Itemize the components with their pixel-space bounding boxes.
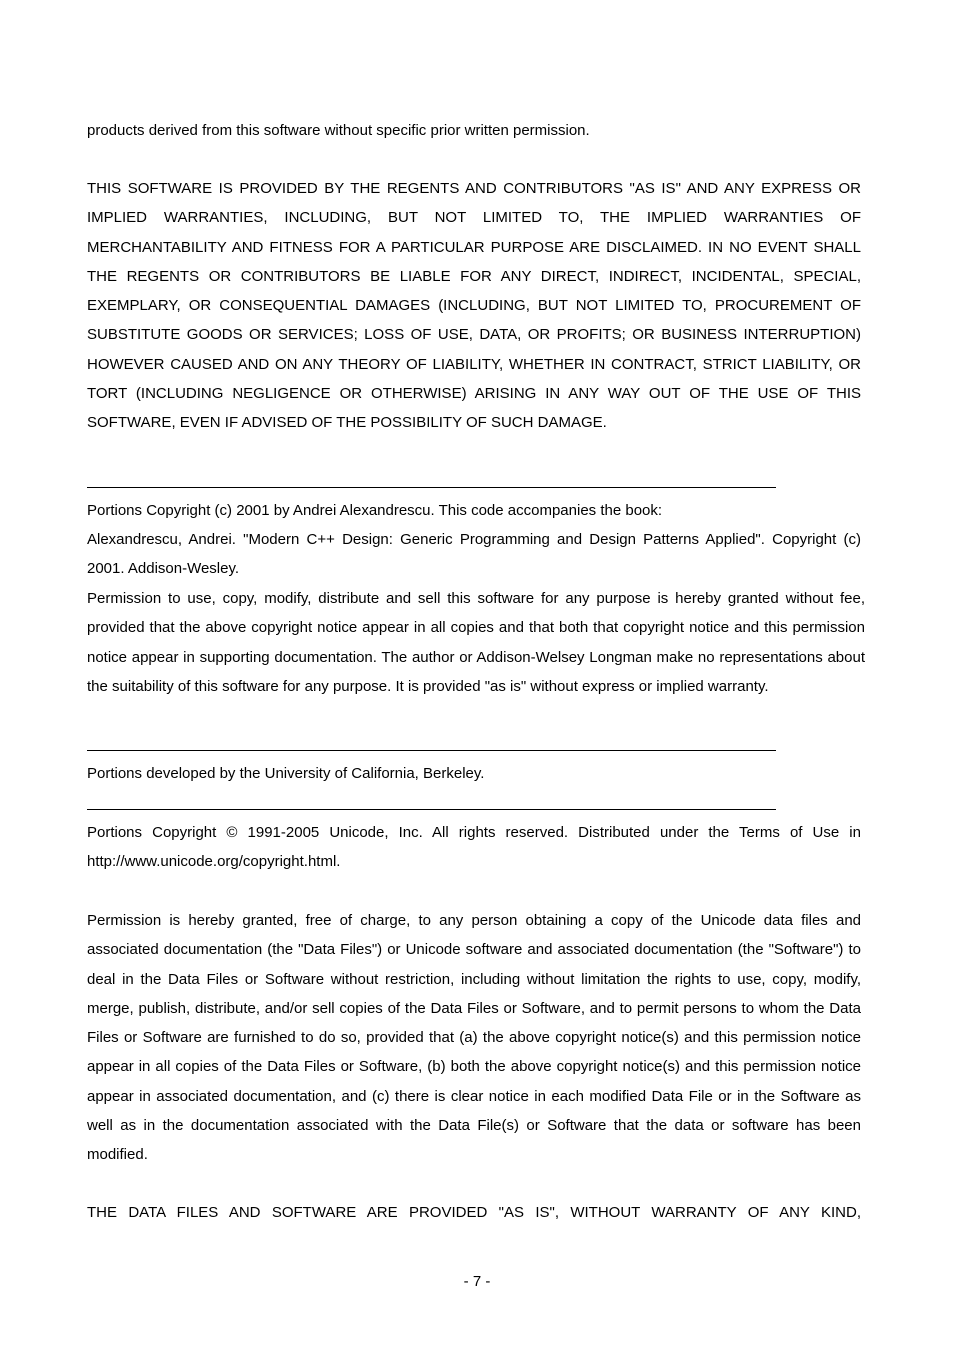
section-divider	[87, 750, 776, 751]
section-divider	[87, 487, 776, 488]
unicode-copyright: Portions Copyright © 1991-2005 Unicode, Inc. All rights reserved. Distributed under the Terms of Use in http://www.unicode.org/copyright.html.	[87, 824, 861, 871]
intro-line: products derived from this software without specific prior written permission.	[87, 122, 590, 139]
loki-copyright: Portions Copyright (c) 2001 by Andrei Alexandrescu. This code accompanies the book:	[87, 502, 663, 519]
loki-permission: Permission to use, copy, modify, distribute and sell this software for any purpose is hereby granted without fee, provided that the above copyright notice appear in all copies and that both that copyright notice and this permission notice appear in supporting documentation. The author or Addison-Welsey Longman make no representations about the suitability of this software for any purpose. It is provided "as is" without express or implied warranty.	[87, 590, 865, 695]
section-divider	[87, 809, 776, 810]
unicode-permission: Permission is hereby granted, free of charge, to any person obtaining a copy of the Unicode data files and associated documentation (the "Data Files") or Unicode software and associated documentation (the "Software") to deal in the Data Files or Software without restriction, including without limitation the rights to use, copy, modify, merge, publish, distribute, and/or sell copies of the Data Files or Software, and to permit persons to whom the Data Files or Software are furnished to do so, provided that (a) the above copyright notice(s) and this permission notice appear in all copies of the Data Files or Software, (b) both the above copyright notice(s) and this permission notice appear in associated documentation, and (c) there is clear notice in each modified Data File or in the Software as well as in the documentation associated with the Data File(s) or Software that the data or software has been modified.	[87, 912, 861, 1164]
berkeley-notice: Portions developed by the University of California, Berkeley.	[87, 765, 485, 782]
page-number: - 7 -	[463, 1273, 491, 1290]
regents-disclaimer: THIS SOFTWARE IS PROVIDED BY THE REGENTS AND CONTRIBUTORS "AS IS" AND ANY EXPRESS OR IMPLIED WARRANTIES, INCLUDING, BUT NOT LIMITED TO, THE IMPLIED WARRANTIES OF MERCHANTABILITY AND FITNESS FOR A PARTICULAR PURPOSE ARE DISCLAIMED. IN NO EVENT SHALL THE REGENTS OR CONTRIBUTORS BE LIABLE FOR ANY DIRECT, INDIRECT, INCIDENTAL, SPECIAL, EXEMPLARY, OR CONSEQUENTIAL DAMAGES (INCLUDING, BUT NOT LIMITED TO, PROCUREMENT OF SUBSTITUTE GOODS OR SERVICES; LOSS OF USE, DATA, OR PROFITS; OR BUSINESS INTERRUPTION) HOWEVER CAUSED AND ON ANY THEORY OF LIABILITY, WHETHER IN CONTRACT, STRICT LIABILITY, OR TORT (INCLUDING NEGLIGENCE OR OTHERWISE) ARISING IN ANY WAY OUT OF THE USE OF THIS SOFTWARE, EVEN IF ADVISED OF THE POSSIBILITY OF SUCH DAMAGE.	[87, 180, 861, 432]
loki-book-citation: Alexandrescu, Andrei. "Modern C++ Design: Generic Programming and Design Patterns Applied". Copyright (c) 2001. Addison-Wesley.	[87, 531, 861, 578]
unicode-disclaimer-start: THE DATA FILES AND SOFTWARE ARE PROVIDED "AS IS", WITHOUT WARRANTY OF ANY KIND,	[87, 1204, 861, 1221]
